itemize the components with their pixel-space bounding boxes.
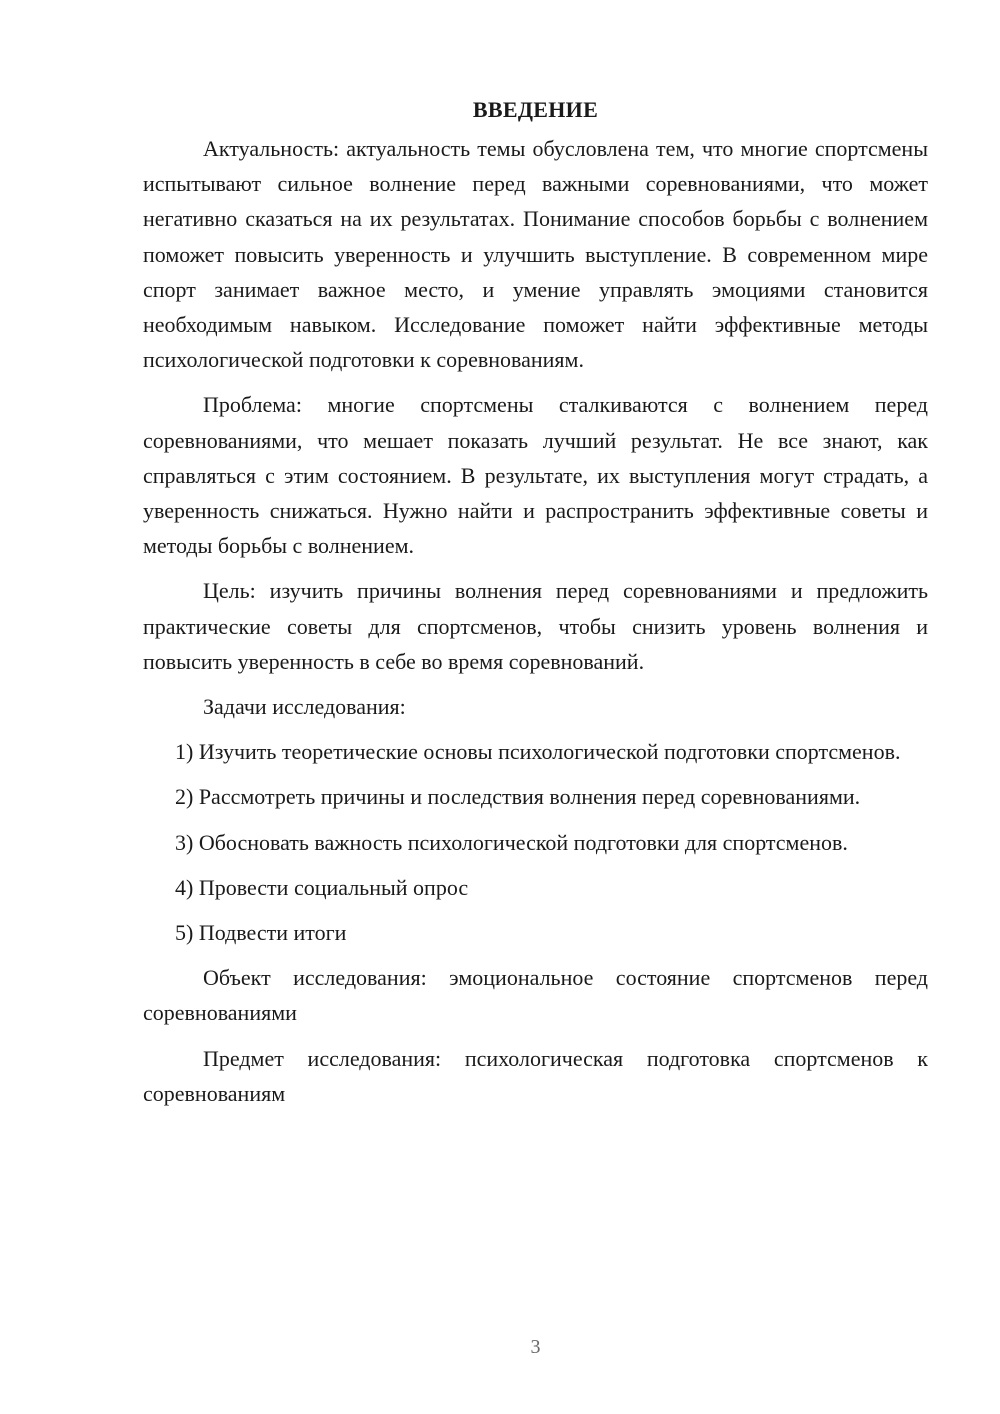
task-item-5: 5) Подвести итоги — [175, 920, 347, 946]
paragraph-goal: Цель: изучить причины волнения перед соревнованиями и предложить практические советы для спортсменов, чтобы снизить уровень волнения и повысить уверенность в себе во время соревнований. — [143, 578, 928, 674]
document-page — [143, 92, 928, 1111]
task-item-3: 3) Обосновать важность психологической подготовки для спортсменов. — [175, 829, 848, 855]
task-item-1: 1) Изучить теоретические основы психологической подготовки спортсменов. — [175, 739, 901, 765]
paragraph-subject: Предмет исследования: психологическая подготовка спортсменов к соревнованиям — [143, 1045, 928, 1106]
task-item-4: 4) Провести социальный опрос — [175, 874, 469, 900]
paragraph-problem: Проблема: многие спортсмены сталкиваются с волнением перед соревнованиями, что мешает показать лучший результат. Не все знают, как справляться с этим состоянием. В результате, их выступления могут страдать, а уверенность снижаться. Нужно найти и распространить эффективные советы и методы борьбы с волнением. — [143, 392, 928, 559]
paragraph-relevance: Актуальность: актуальность темы обусловлена тем, что многие спортсмены испытывают сильное волнение перед важными соревнованиями, что может негативно сказаться на их результатах. Понимание способов борьбы с волнением поможет повысить уверенность и улучшить выступление. В современном мире спорт занимает важное место, и умение управлять эмоциями становится необходимым навыком. Исследование поможет найти эффективные методы психологической подготовки к соревнованиям. — [143, 136, 928, 373]
tasks-heading: Задачи исследования: — [203, 694, 406, 720]
task-item-2: 2) Рассмотреть причины и последствия волнения перед соревнованиями. — [175, 784, 861, 810]
paragraph-object: Объект исследования: эмоциональное состояние спортсменов перед соревнованиями — [143, 965, 928, 1026]
page-title: ВВЕДЕНИЕ — [472, 97, 599, 122]
page-number: 3 — [530, 1336, 541, 1358]
